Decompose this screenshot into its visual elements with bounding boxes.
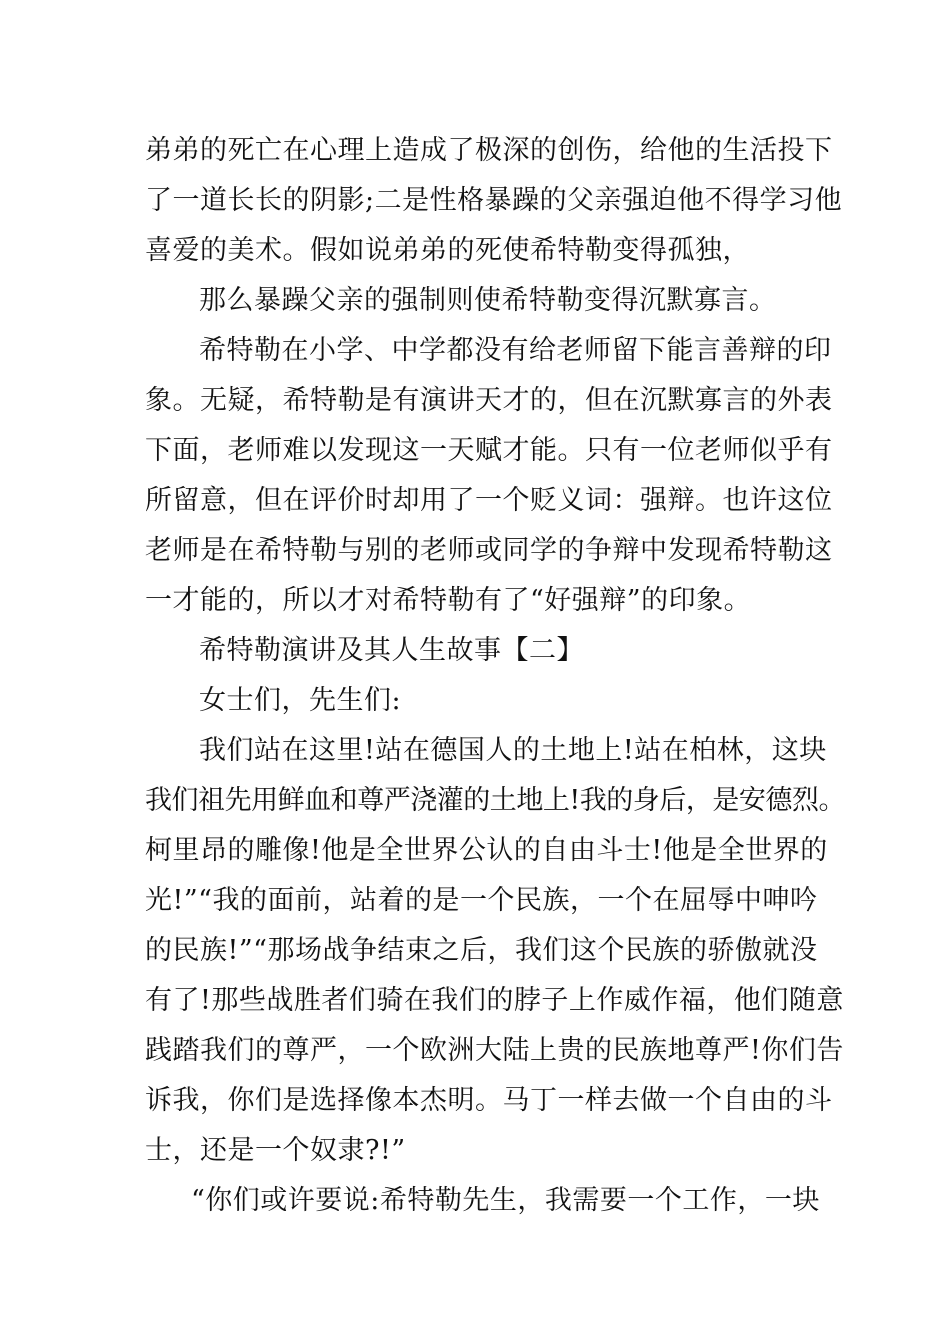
text-line: 我们祖先用鲜血和尊严浇灌的土地上!我的身后，是安德烈。 [145, 785, 845, 816]
paragraph-3 [145, 326, 845, 626]
section-heading [145, 626, 845, 676]
text-line: 喜爱的美术。假如说弟弟的死使希特勒变得孤独， [145, 235, 750, 266]
paragraph-2 [145, 276, 845, 326]
text-line: 那么暴躁父亲的强制则使希特勒变得沉默寡言。 [199, 285, 777, 316]
text-line: 一才能的，所以才对希特勒有了“好强辩”的印象。 [145, 585, 752, 616]
salutation [145, 676, 845, 726]
text-line: 女士们，先生们: [199, 685, 402, 716]
text-line: 下面，老师难以发现这一天赋才能。只有一位老师似乎有 [145, 435, 833, 466]
text-line: 士，还是一个奴隶?!” [145, 1135, 406, 1166]
text-line: “你们或许要说:希特勒先生，我需要一个工作，一块 [191, 1185, 820, 1216]
text-line: 弟弟的死亡在心理上造成了极深的创伤，给他的生活投下 [145, 135, 833, 166]
text-line: 我们站在这里!站在德国人的土地上!站在柏林，这块 [199, 735, 827, 766]
text-line: 所留意，但在评价时却用了一个贬义词：强辩。也许这位 [145, 485, 833, 516]
paragraph-1 [145, 126, 845, 276]
text-line: 践踏我们的尊严，一个欧洲大陆上贵的民族地尊严!你们告 [145, 1035, 844, 1066]
text-line: 老师是在希特勒与别的老师或同学的争辩中发现希特勒这 [145, 535, 833, 566]
paragraph-speech [145, 726, 845, 1176]
text-line: 的民族!”“那场战争结束之后，我们这个民族的骄傲就没 [145, 935, 818, 966]
text-line: 光!”“我的面前，站着的是一个民族，一个在屈辱中呻吟 [145, 885, 818, 916]
text-line: 象。无疑，希特勒是有演讲天才的，但在沉默寡言的外表 [145, 385, 833, 416]
text-line: 诉我，你们是选择像本杰明。马丁一样去做一个自由的斗 [145, 1085, 833, 1116]
paragraph-quote [145, 1176, 845, 1226]
text-line: 希特勒在小学、中学都没有给老师留下能言善辩的印 [199, 335, 832, 366]
text-line: 了一道长长的阴影;二是性格暴躁的父亲强迫他不得学习他 [145, 185, 843, 216]
text-line: 希特勒演讲及其人生故事【二】 [199, 635, 584, 666]
text-line: 柯里昂的雕像!他是全世界公认的自由斗士!他是全世界的 [145, 835, 828, 866]
document-body [145, 126, 845, 1226]
text-line: 有了!那些战胜者们骑在我们的脖子上作威作福，他们随意 [145, 985, 844, 1016]
